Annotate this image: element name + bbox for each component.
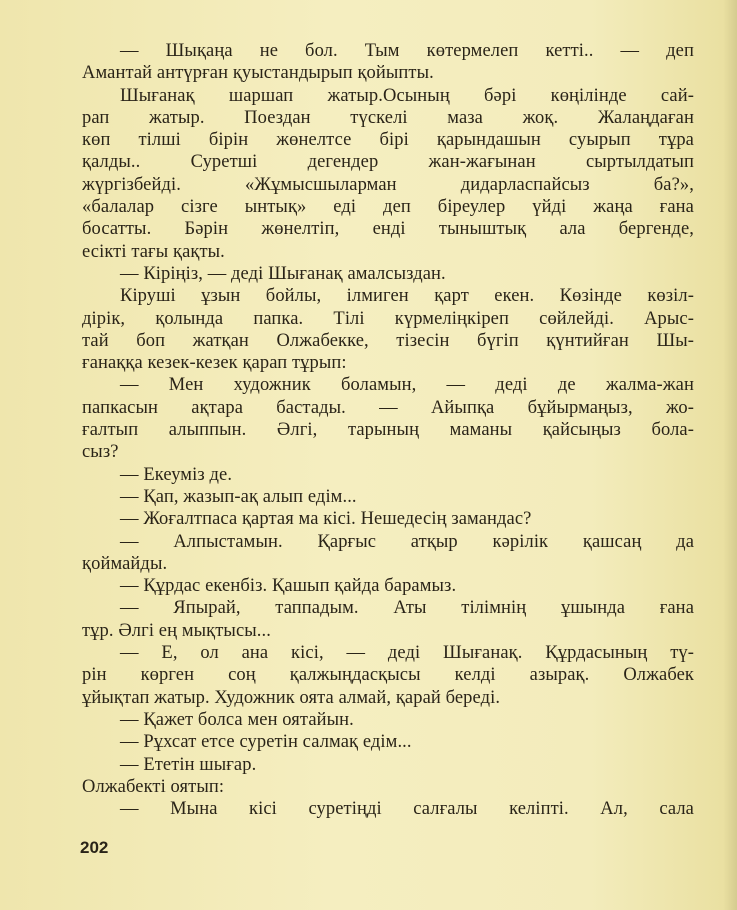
text-line: — Япырай, таппадым. Аты тілімнің ұшында ғана: [120, 598, 694, 619]
text-line: — Мына кісі суретіңді салғалы келіпті. Ал, сала: [120, 799, 694, 820]
text-line: қалды.. Суретші дегендер жан-жағынан сыртылдатып: [82, 152, 694, 173]
text-line: ғанаққа кезек-кезек қарап тұрып:: [82, 353, 347, 374]
text-line: ұйықтап жатыр. Художник оята алмай, қарай береді.: [82, 687, 501, 708]
text-line: — Құрдас екенбіз. Қашып қайда барамыз.: [120, 576, 457, 597]
text-line: — Шықаңа не бол. Тым көтермелеп кетті.. — деп: [120, 41, 694, 61]
page-number: 202: [80, 838, 109, 857]
text-line: — Алпыстамын. Қарғыс атқыр кәрілік қашсаң да: [120, 531, 694, 552]
text-line: ғалтып алыппын. Әлгі, тарының маманы қайсыңыз бола-: [82, 420, 694, 441]
text-line: есікті тағы қақты.: [82, 241, 225, 262]
text-line: тұр. Әлгі ең мықтысы...: [82, 620, 271, 641]
text-line: дірік, қолында папка. Тілі күрмеліңкіреп сөйлейді. Арыс-: [82, 308, 694, 329]
text-line: Олжабекті оятып:: [82, 776, 225, 797]
text-line: Кіруші ұзын бойлы, ілмиген қарт екен. Көзінде көзіл-: [120, 286, 694, 307]
text-line: Шығанақ шаршап жатыр.Осының бәрі көңілінде сай-: [120, 85, 694, 106]
text-line: Амантай антүрған қуыстандырып қойыпты.: [82, 63, 434, 84]
text-line: көп тілші бірін жөнелтсе бірі қарындашын суырып тұра: [82, 130, 694, 151]
text-line: — Ететін шығар.: [120, 754, 257, 775]
text-line: жүргізбейді. «Жұмысшыларман дидарласпайсыз ба?»,: [82, 174, 694, 195]
text-line: — Қап, жазып-ақ алып едім...: [120, 486, 357, 507]
text-line: тай боп жатқан Олжабекке, тізесін бүгіп қүнтийған Шы-: [82, 330, 694, 351]
text-line: — Рұхсат етсе суретін салмақ едім...: [120, 732, 412, 753]
text-line: «балалар сізге ынтық» еді деп біреулер үйді жаңа ғана: [82, 197, 694, 218]
text-line: — Жоғалтпаса қартая ма кісі. Нешедесің замандас?: [120, 509, 532, 530]
text-line: — Қажет болса мен оятайын.: [120, 709, 354, 730]
text-line: рап жатыр. Поездан түскелі маза жоқ. Жалаңдаған: [82, 107, 694, 128]
text-line: папкасын ақтара бастады. — Айыпқа бұйырмаңыз, жо-: [82, 397, 694, 418]
text-line: — Кіріңіз, — деді Шығанақ амалсыздан.: [120, 263, 446, 284]
text-line: — Екеуміз де.: [120, 464, 233, 485]
text-line: сыз?: [82, 442, 119, 463]
text-line: — Мен художник боламын, — деді де жалма-жан: [120, 375, 694, 396]
text-line: қоймайды.: [82, 553, 168, 574]
text-line: босатты. Бәрін жөнелтіп, енді тыныштық ала бергенде,: [82, 219, 694, 240]
text-line: — Е, ол ана кісі, — деді Шығанақ. Құрдасының тү-: [120, 643, 694, 664]
page-text: [82, 40, 694, 820]
text-line: рін көрген соң қалжыңдасқысы келді азырақ. Олжабек: [82, 665, 694, 686]
